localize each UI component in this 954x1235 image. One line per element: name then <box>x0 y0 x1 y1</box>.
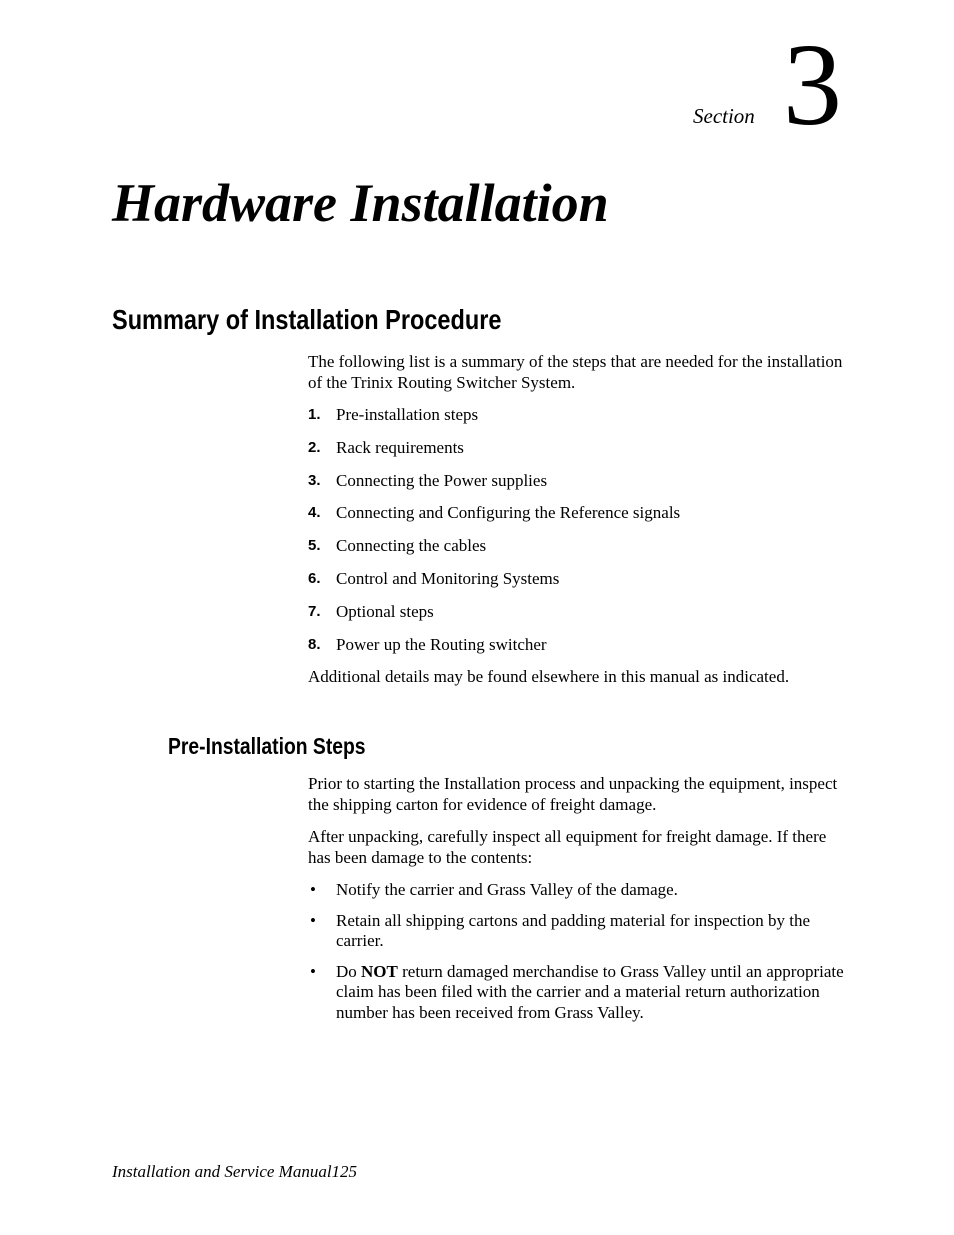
step-number: 8. <box>308 635 321 653</box>
list-item <box>308 962 848 1024</box>
list-item <box>308 404 848 437</box>
bullet-text-prefix: Do <box>336 961 362 981</box>
summary-intro: The following list is a summary of the steps that are needed for the installation of the Trinix Routing Switcher System. <box>308 352 843 392</box>
pre-installation-heading: Pre-Installation Steps <box>168 733 366 759</box>
bullet-icon: • <box>310 910 316 930</box>
summary-heading: Summary of Installation Procedure <box>112 304 502 335</box>
list-item <box>308 437 848 470</box>
bullet-text-suffix: return damaged merchandise to Grass Valley until an appropriate claim has been filed with the carrier and a material return authorization number has been received from Grass Valley. <box>336 961 844 1022</box>
damage-bullet-list <box>308 880 848 1033</box>
list-item <box>308 470 848 503</box>
step-text: Connecting the Power supplies <box>336 470 548 490</box>
chapter-title: Hardware Installation <box>112 173 609 233</box>
installation-steps-list <box>308 404 848 666</box>
step-text: Connecting and Configuring the Reference signals <box>336 503 681 523</box>
bullet-text: Notify the carrier and Grass Valley of the damage. <box>336 880 678 899</box>
bullet-text-emphasis: NOT <box>361 961 398 981</box>
step-number: 7. <box>308 602 321 620</box>
step-number: 6. <box>308 569 321 587</box>
pre-installation-para2-block <box>308 827 848 868</box>
summary-closing: Additional details may be found elsewhere in this manual as indicated. <box>308 667 790 686</box>
list-item <box>308 502 848 535</box>
step-number: 4. <box>308 504 321 522</box>
list-item <box>308 568 848 601</box>
step-text: Rack requirements <box>336 437 464 457</box>
list-item <box>308 880 848 901</box>
section-number: 3 <box>783 19 842 150</box>
step-number: 1. <box>308 406 321 423</box>
step-number: 5. <box>308 537 321 555</box>
step-text: Pre-installation steps <box>336 405 479 424</box>
step-number: 2. <box>308 438 321 456</box>
step-text: Power up the Routing switcher <box>336 634 547 654</box>
step-text: Connecting the cables <box>336 536 487 556</box>
bullet-text: Retain all shipping cartons and padding material for inspection by the carrier. <box>336 910 810 950</box>
step-text: Control and Monitoring Systems <box>336 568 560 588</box>
summary-intro-block <box>308 352 848 393</box>
page-footer: Installation and Service Manual125 <box>112 1162 358 1181</box>
step-text: Optional steps <box>336 601 434 621</box>
bullet-text <box>336 962 844 1022</box>
list-item <box>308 535 848 568</box>
bullet-icon: • <box>310 880 316 899</box>
pre-installation-para1-block <box>308 774 848 815</box>
list-item <box>308 634 848 667</box>
summary-closing-block <box>308 667 848 688</box>
list-item <box>308 911 848 952</box>
section-label: Section <box>693 104 755 128</box>
bullet-icon: • <box>310 961 316 981</box>
pre-installation-para2: After unpacking, carefully inspect all equipment for freight damage. If there has been damage to the contents: <box>308 827 827 867</box>
pre-installation-para1: Prior to starting the Installation process and unpacking the equipment, inspect the shipping carton for evidence of freight damage. <box>308 774 838 814</box>
step-number: 3. <box>308 471 321 489</box>
list-item <box>308 601 848 634</box>
